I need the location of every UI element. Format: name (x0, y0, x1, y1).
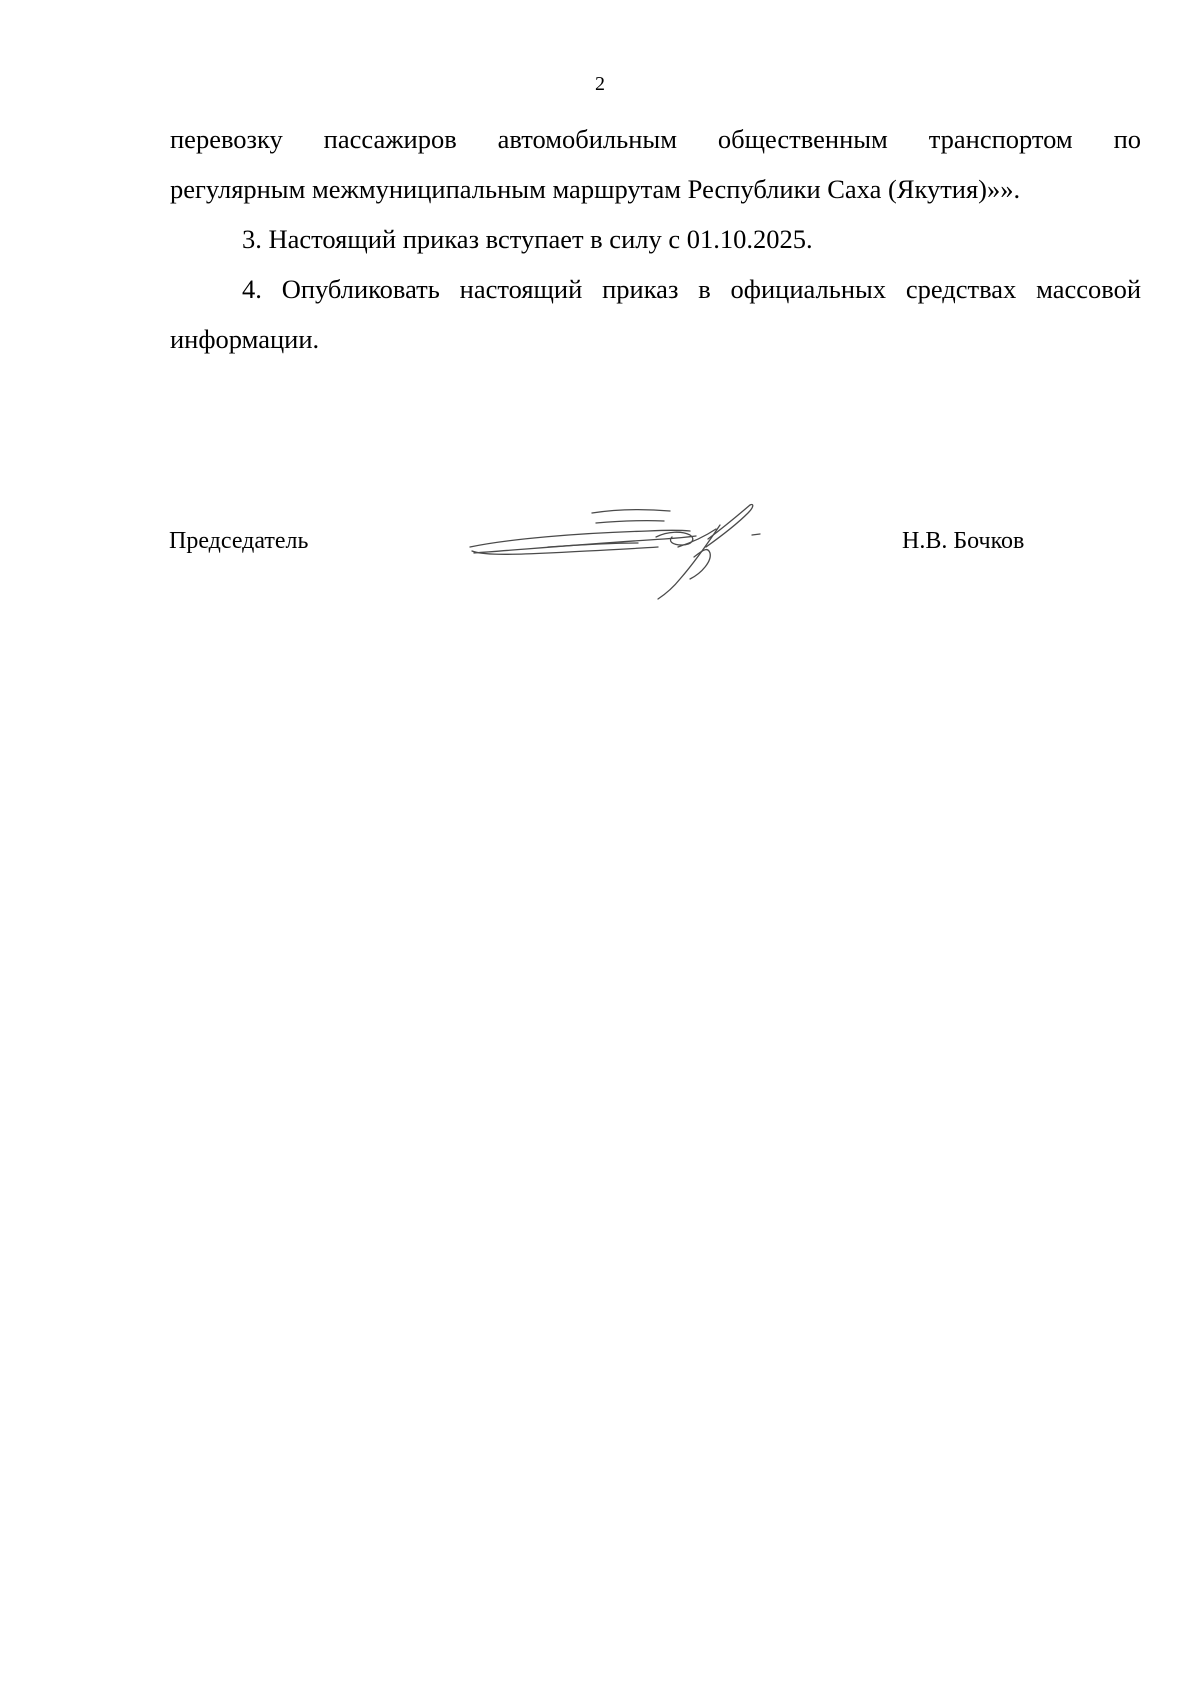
page-number: 2 (595, 73, 605, 95)
signatory-name: Н.В. Бочков (902, 528, 1025, 554)
paragraph-item-3: 3. Настоящий приказ вступает в силу с 01.10.2025. (242, 224, 813, 254)
paragraph-continuation-line-1: перевозку пассажиров автомобильным общественным транспортом по (170, 124, 1141, 154)
paragraph-item-4: 4. Опубликовать настоящий приказ в официальных средствах массовой информации. (170, 274, 1141, 354)
document-body (170, 114, 1141, 364)
signatory-title: Председатель (169, 528, 309, 554)
signature-block (0, 503, 1200, 623)
paragraph-continuation-line-2: регулярным межмуниципальным маршрутам Республики Саха (Якутия)»». (170, 174, 1021, 204)
handwritten-signature (468, 503, 788, 603)
